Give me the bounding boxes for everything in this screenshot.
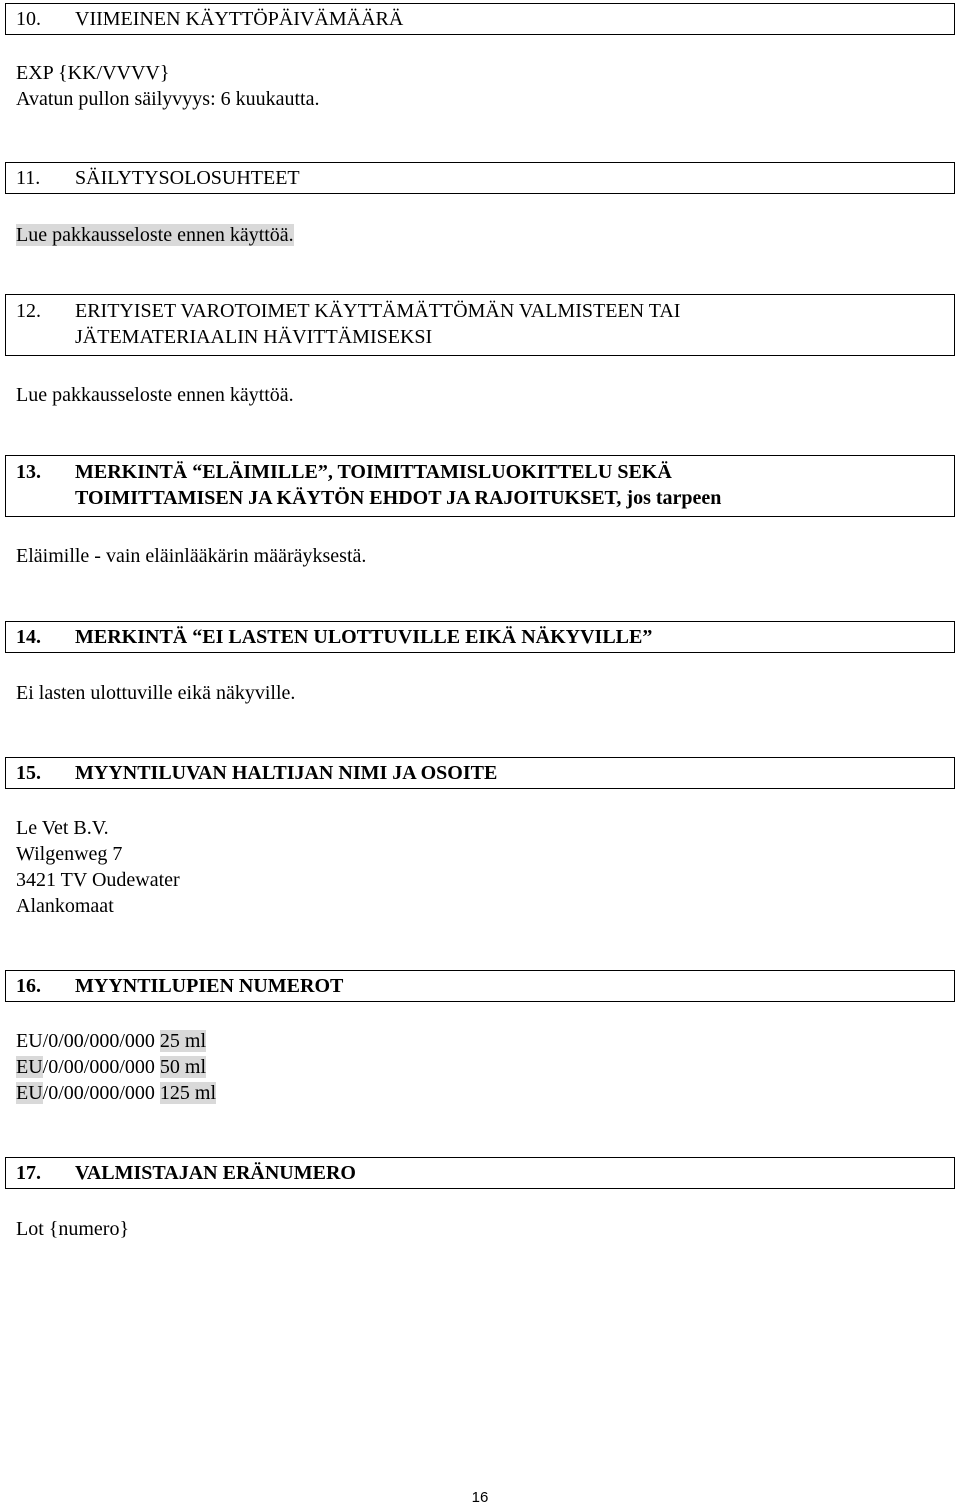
pack-size: 25 ml [159, 1030, 207, 1052]
auth-code: /0/00/000/000 [42, 1082, 155, 1104]
section-13-text: Eläimille - vain eläinlääkärin määräyksestä. [16, 545, 367, 567]
section-number: 12. [16, 300, 41, 322]
auth-code: /0/00/000/000 [42, 1030, 155, 1052]
section-11-header [5, 162, 955, 194]
section-title: MYYNTILUPIEN NUMEROT [75, 975, 344, 997]
section-number: 14. [16, 626, 41, 648]
section-13-header [5, 455, 955, 517]
batch-number: Lot {numero} [16, 1218, 130, 1240]
highlighted-text: Lue pakkausseloste ennen käyttöä. [16, 224, 294, 246]
opened-shelf-life: Avatun pullon säilyvyys: 6 kuukautta. [16, 88, 320, 110]
section-17-header [5, 1157, 955, 1189]
marketing-auth-number [16, 1054, 206, 1080]
section-14-text: Ei lasten ulottuville eikä näkyville. [16, 682, 296, 704]
auth-prefix: EU [16, 1056, 43, 1078]
section-title-line2: JÄTEMATERIAALIN HÄVITTÄMISEKSI [75, 326, 433, 348]
section-title: VALMISTAJAN ERÄNUMERO [75, 1162, 356, 1184]
marketing-auth-number [16, 1080, 216, 1106]
section-title: MERKINTÄ “EI LASTEN ULOTTUVILLE EIKÄ NÄKYVILLE” [75, 626, 653, 648]
section-title-line1: ERITYISET VAROTOIMET KÄYTTÄMÄTTÖMÄN VALMISTEEN TAI [75, 300, 681, 322]
section-number: 11. [16, 167, 41, 189]
page-number: 16 [471, 1489, 489, 1506]
pack-size: 125 ml [159, 1082, 217, 1104]
section-number: 17. [16, 1162, 41, 1184]
section-number: 16. [16, 975, 41, 997]
auth-prefix: EU [16, 1030, 43, 1052]
auth-code: /0/00/000/000 [42, 1056, 155, 1078]
section-15-header [5, 757, 955, 789]
section-title: MYYNTILUVAN HALTIJAN NIMI JA OSOITE [75, 762, 498, 784]
pack-size: 50 ml [159, 1056, 207, 1078]
holder-country: Alankomaat [16, 895, 114, 917]
auth-prefix: EU [16, 1082, 43, 1104]
expiry-format: EXP {KK/VVVV} [16, 62, 170, 84]
holder-street: Wilgenweg 7 [16, 843, 123, 865]
section-number: 10. [16, 8, 41, 30]
marketing-auth-number [16, 1028, 206, 1054]
section-title: SÄILYTYSOLOSUHTEET [75, 167, 300, 189]
section-11-text [16, 222, 294, 248]
section-10-header [5, 3, 955, 35]
section-number: 15. [16, 762, 41, 784]
holder-city: 3421 TV Oudewater [16, 869, 180, 891]
section-12-text: Lue pakkausseloste ennen käyttöä. [16, 384, 294, 406]
section-title: VIIMEINEN KÄYTTÖPÄIVÄMÄÄRÄ [75, 8, 404, 30]
section-title-line1: MERKINTÄ “ELÄIMILLE”, TOIMITTAMISLUOKITTELU SEKÄ [75, 461, 672, 483]
section-title-line2: TOIMITTAMISEN JA KÄYTÖN EHDOT JA RAJOITUKSET, jos tarpeen [75, 487, 722, 509]
section-16-header [5, 970, 955, 1002]
section-12-header [5, 294, 955, 356]
holder-name: Le Vet B.V. [16, 817, 109, 839]
section-number: 13. [16, 461, 41, 483]
section-14-header [5, 621, 955, 653]
